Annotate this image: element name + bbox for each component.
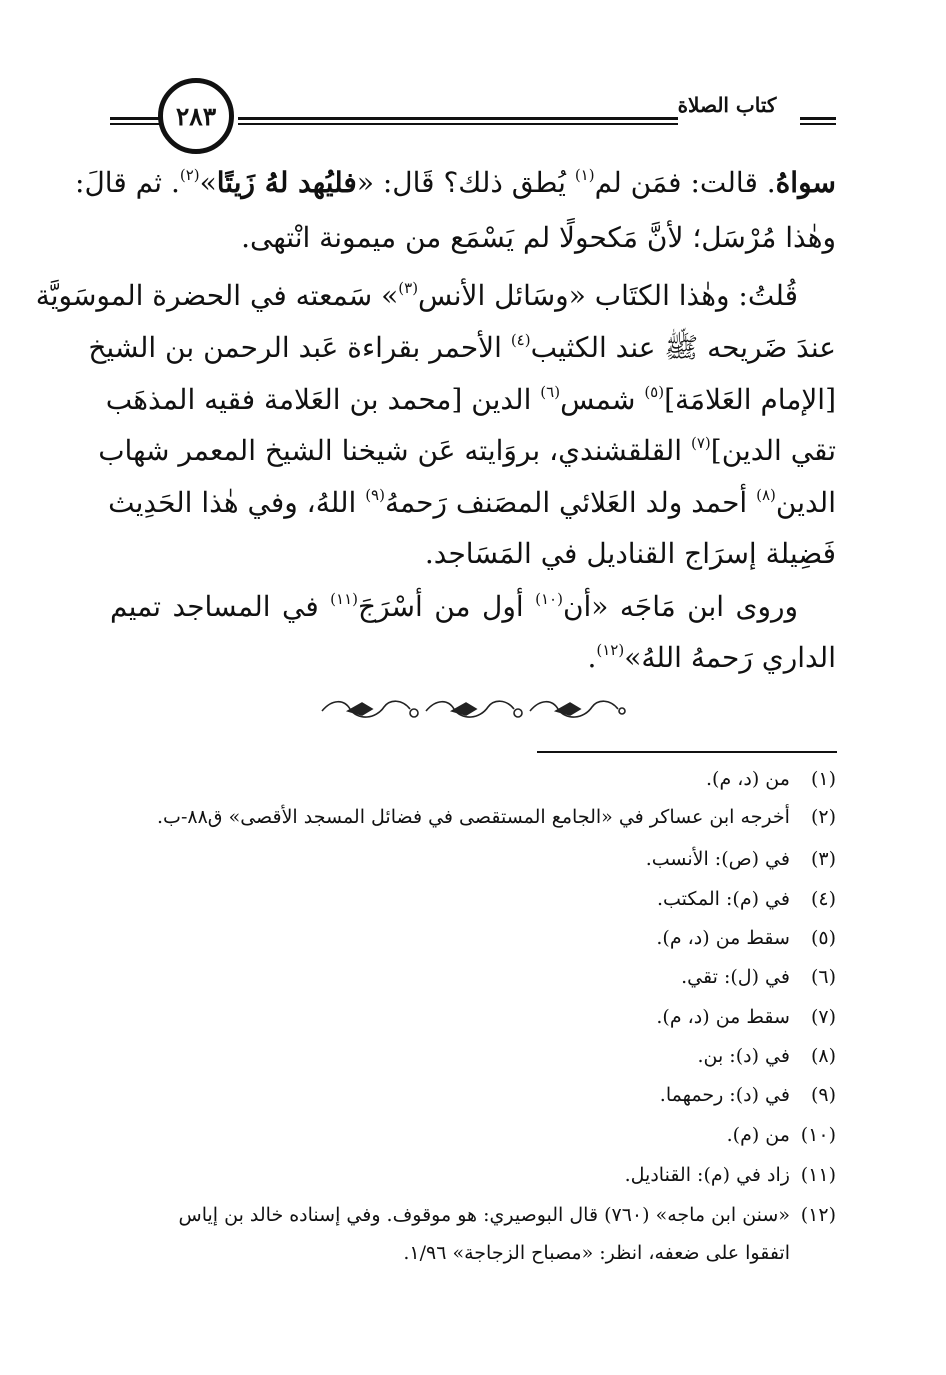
footnote-5: (٥) سقط من (د، م). [656, 927, 836, 949]
ornament-divider [318, 693, 626, 727]
footnote-12: (١٢) «سنن ابن ماجه» (٧٦٠) قال البوصيري: هو موقوف. وفي إسناده خالد بن إياس [178, 1204, 836, 1226]
page-header [110, 78, 836, 168]
body-line-9: وروى ابن مَاجَه «أن$^{(١٠)}$ أول من أسْرَجَ$^{(١١)}$ في المساجد تميم [110, 590, 799, 623]
footnote-8: (٨) في (د): بن. [697, 1045, 836, 1067]
header-rule-right [800, 117, 836, 127]
footnote-1: (١) من (د، م). [706, 768, 836, 790]
body-line-2: وهٰذا مُرْسَل؛ لأنَّ مَكحولًا لم يَسْمَع من ميمونة انْتهى. [241, 221, 836, 254]
footnote-7: (٧) سقط من (د، م). [656, 1006, 836, 1028]
body-line-7: الدين$^{(٨)}$ أحمد ولد العَلائي المصَنف رَحمهُ$^{(٩)}$ اللهُ، وفي هٰذا الحَدِيث [108, 486, 836, 519]
ornament-left [322, 701, 418, 717]
body-line-5: [الإمام العَلامَة]$^{(٥)}$ شمس$^{(٦)}$ الدين [محمد بن العَلامة فقيه المذهَب [105, 383, 836, 416]
page-number-badge [158, 78, 234, 154]
footnote-10: (١٠) من (م). [726, 1124, 836, 1146]
footnote-4: (٤) في (م): المكتب. [656, 888, 836, 910]
page-number: ٢٨٣ [175, 101, 217, 131]
footnote-11: (١١) زاد في (م): القناديل. [624, 1164, 836, 1186]
body-line-4: عندَ ضَريحه ﷺ عند الكثيب$^{(٤)}$ الأحمر بقراءة عَبد الرحمن بن الشيخ [88, 331, 836, 364]
body-line-1: سواهُ. قالت: فمَن لم$^{(١)}$ يُطق ذلك؟ قَال: «فليُهد لهُ زَيتًا»$^{(٢)}$. ثم قالَ: [75, 166, 836, 199]
footnote-9: (٩) في (د): رحمهما. [659, 1084, 836, 1106]
body-line-6: تقي الدين]$^{(٧)}$ القلقشندي، بروَايته عَن شيخنا الشيخ المعمر شهاب [98, 434, 836, 467]
body-line-10: الداري رَحمهُ اللهُ»$^{(١٢)}$. [587, 641, 836, 674]
footnote-separator [537, 751, 837, 753]
ornament-center [426, 701, 522, 717]
ornament-right [530, 701, 625, 717]
body-line-3: قُلتُ: وهٰذا الكتَاب «وسَائل الأنس$^{(٣)}$» سَمعته في الحضرة الموسَويَّة [35, 279, 798, 312]
running-title: كتاب الصلاة [658, 95, 796, 115]
body-line-8: فَضِيلة إسرَاج القناديل في المَسَاجد. [424, 537, 836, 570]
footnote-6: (٦) في (ل): تقي. [681, 966, 836, 988]
footnote-12-continuation: اتفقوا على ضعفه، انظر: «مصباح الزجاجة» ١/٩٦. [403, 1242, 790, 1264]
header-rule-middle [238, 117, 678, 127]
footnote-2: (٢) أخرجه ابن عساكر في «الجامع المستقصى في فضائل المسجد الأقصى» ق٨٨-ب. [157, 806, 836, 828]
footnote-3: (٣) في (ص): الأنسب. [645, 848, 836, 870]
